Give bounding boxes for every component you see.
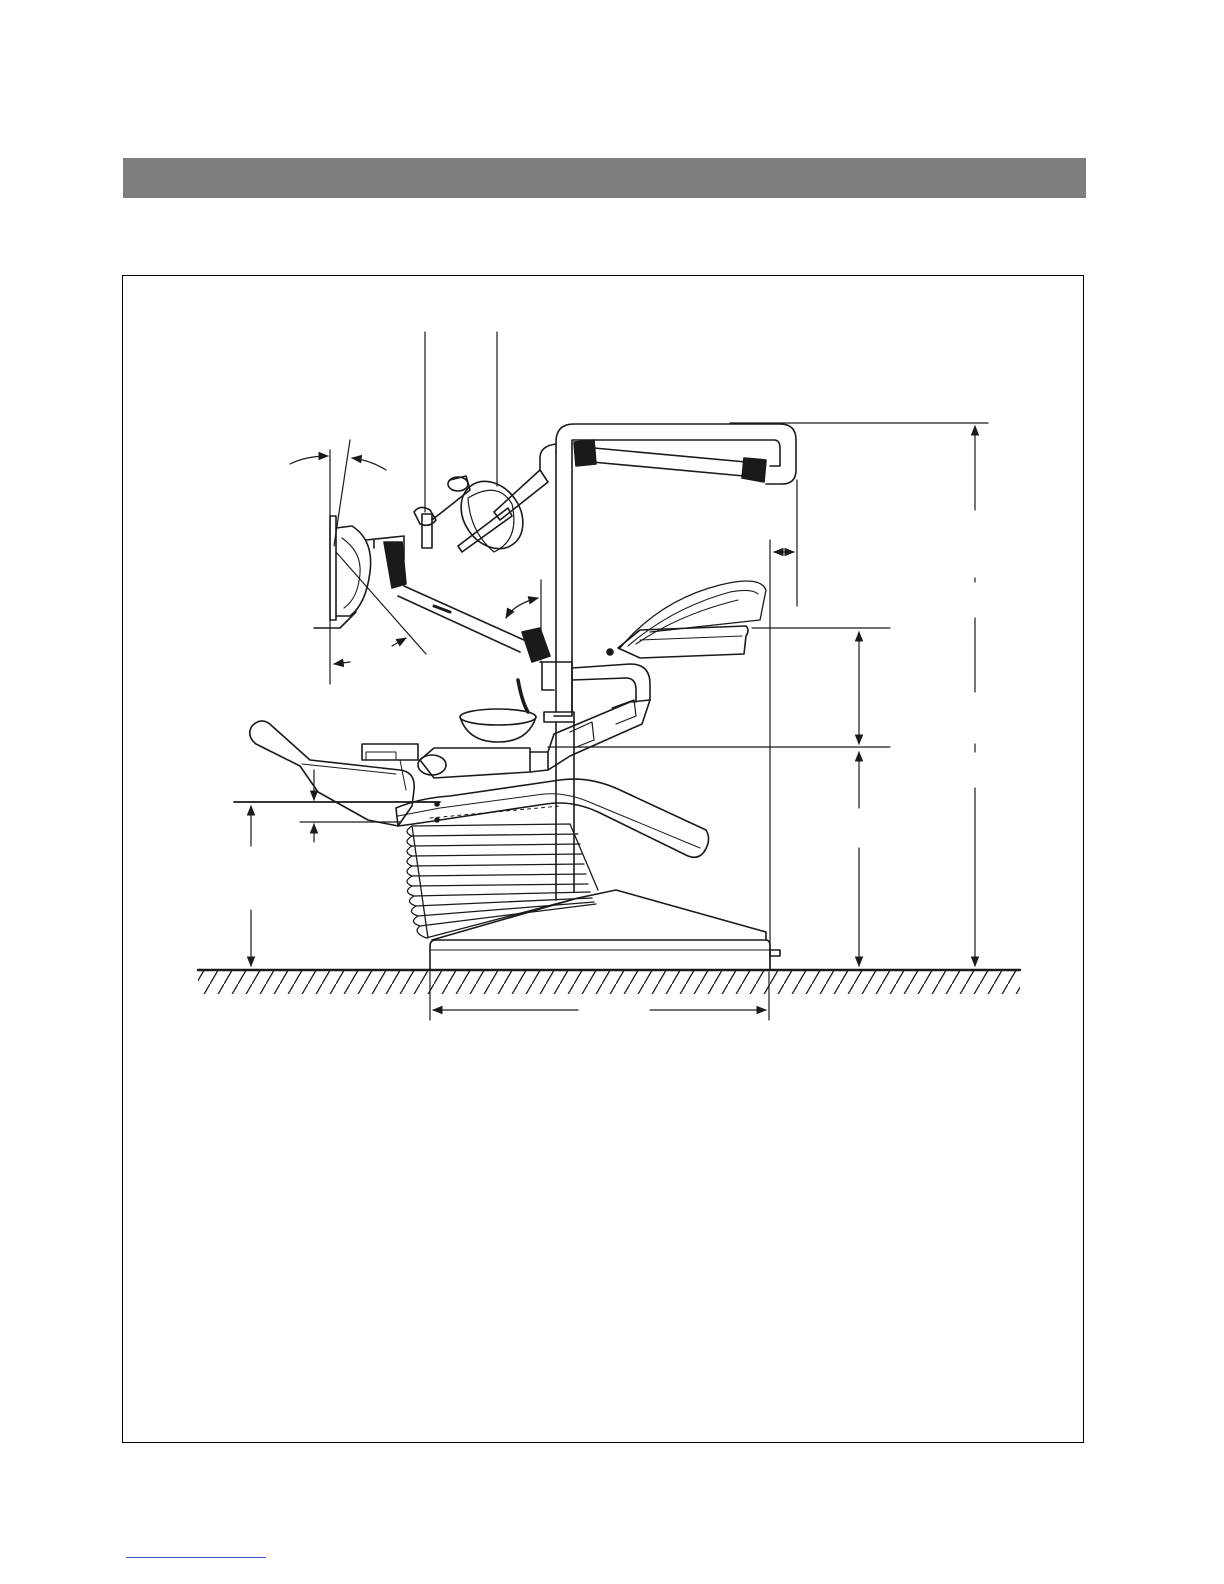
light-arm bbox=[540, 424, 796, 484]
monitor bbox=[314, 516, 371, 628]
monitor-arm bbox=[366, 536, 550, 662]
operating-light bbox=[448, 469, 548, 560]
central-column bbox=[544, 448, 574, 900]
chair-back bbox=[250, 721, 418, 826]
base-plate bbox=[430, 890, 780, 970]
assistant-tray bbox=[418, 748, 548, 778]
light-arm-joint-left bbox=[574, 440, 596, 466]
light-arm-joint-right bbox=[742, 458, 766, 482]
chair-bellows bbox=[407, 824, 598, 938]
dimension-lines bbox=[234, 332, 988, 1020]
footer-link-rule bbox=[126, 1557, 266, 1558]
doctor-tray bbox=[607, 581, 766, 658]
cuspidor-bowl bbox=[460, 680, 536, 742]
floor bbox=[198, 970, 1020, 994]
